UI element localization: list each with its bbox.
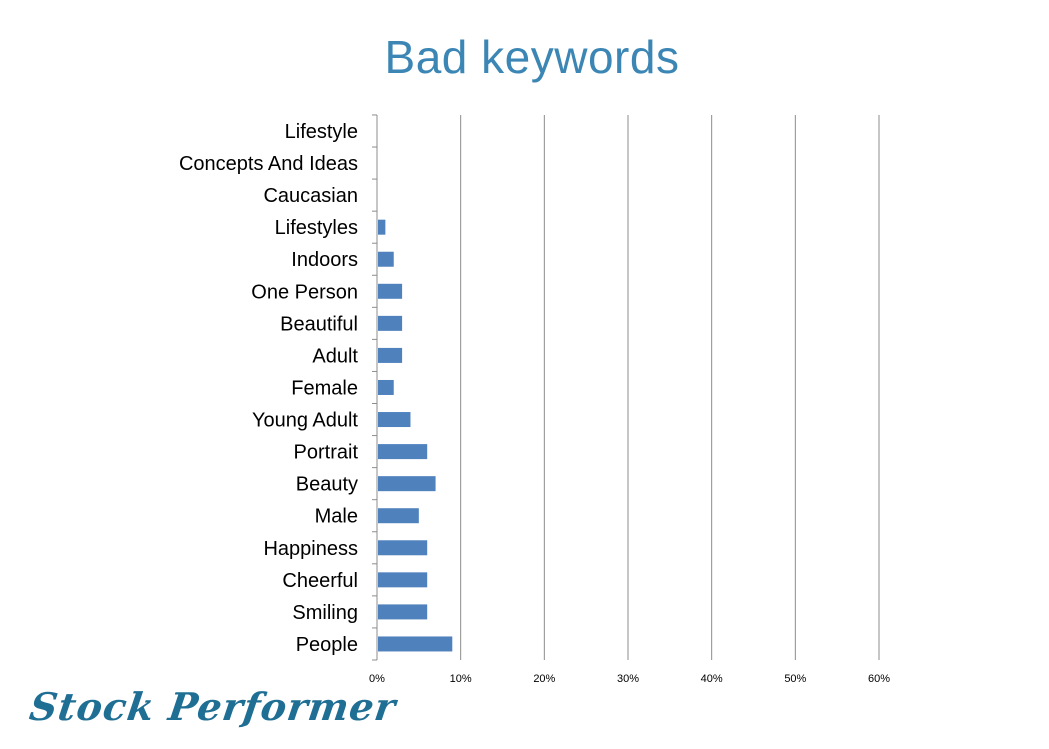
x-tick-label: 10% (449, 673, 472, 685)
category-label: Concepts And Ideas (178, 153, 358, 176)
bar (378, 444, 427, 459)
category-label: Portrait (293, 441, 358, 464)
bar (378, 348, 402, 363)
bar (378, 540, 427, 555)
category-label: Female (291, 377, 358, 400)
category-label: Male (314, 505, 358, 528)
page-title: Bad keywords (384, 31, 680, 83)
category-label: Lifestyles (274, 217, 358, 240)
category-label: Smiling (292, 601, 358, 624)
category-label: Indoors (291, 249, 358, 272)
stock-performer-logo: Stock Performer (26, 684, 400, 729)
category-label: One Person (251, 281, 358, 304)
grid-lines (372, 115, 879, 660)
x-tick-label: 40% (700, 673, 723, 685)
bar (378, 316, 402, 331)
category-label: Caucasian (263, 185, 358, 208)
bar (378, 412, 410, 427)
bars (378, 220, 452, 652)
bar (378, 636, 452, 651)
x-tick-labels (369, 673, 890, 685)
bar (378, 572, 427, 587)
x-tick-label: 30% (616, 673, 640, 685)
bar (378, 380, 394, 395)
bar (378, 220, 385, 235)
bar (378, 476, 436, 491)
category-label: Lifestyle (284, 121, 358, 143)
bar (378, 284, 402, 299)
category-labels (179, 121, 358, 656)
x-tick-label: 20% (533, 673, 556, 685)
category-label: Beautiful (280, 313, 358, 336)
x-tick-label: 50% (784, 673, 807, 685)
category-label: Happiness (263, 537, 358, 560)
bar (378, 508, 419, 523)
category-label: Cheerful (282, 569, 358, 592)
category-label: Beauty (295, 473, 358, 496)
x-tick-label: 60% (867, 673, 891, 685)
bar (378, 252, 394, 267)
category-label: Adult (312, 345, 358, 368)
category-label: Young Adult (251, 409, 358, 432)
x-tick-label: 0% (369, 673, 385, 685)
category-label: People (295, 633, 358, 656)
bar (378, 604, 427, 619)
